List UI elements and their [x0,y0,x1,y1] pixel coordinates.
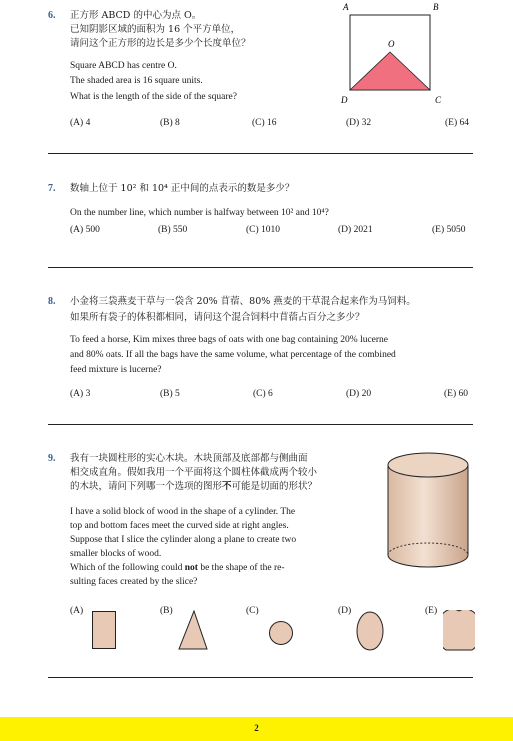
shape-options [70,606,480,656]
zh-line: 正方形 ABCD 的中心为点 O。 [70,10,202,21]
en-line: The shaded area is 16 square units. [70,76,203,86]
square-diagram [335,0,455,110]
en-line: and 80% oats. If all the bags have the same volume, what percentage of the combined [70,350,396,360]
option-d-ellipse-shape[interactable] [355,610,385,652]
option-a[interactable]: (A) 3 [70,389,91,399]
option-b-triangle-shape[interactable] [178,610,208,650]
option-b[interactable]: (B) 5 [160,389,180,399]
shaded-triangle [350,52,430,90]
en-line: feed mixture is lucerne? [70,365,162,375]
en-line: Square ABCD has centre O. [70,61,177,71]
divider [48,677,473,678]
option-e[interactable]: (E) 64 [445,118,470,128]
option-b[interactable]: (B) 550 [158,225,188,235]
option-a-rectangle-shape[interactable] [92,611,116,649]
option-d[interactable]: (D) 2021 [338,225,373,235]
zh-line: 请问这个正方形的边长是多少个长度单位？ [70,38,251,49]
option-c-circle-shape[interactable] [268,620,294,646]
zh-emphasis: 不 [222,481,232,492]
cylinder-body [388,465,468,567]
divider [48,153,473,154]
option-d-label[interactable]: (D) [338,606,352,616]
option-c[interactable]: (C) 6 [253,389,273,399]
zh-line: 小金将三袋燕麦干草与一袋含 20% 苜蓿、80% 燕麦的干草混合起来作为马饲料。 [70,296,416,307]
zh-text: 可能是切面的形状？ [231,481,318,492]
option-d[interactable]: (D) 32 [346,118,372,128]
option-c[interactable]: (C) 16 [252,118,277,128]
option-c[interactable]: (C) 1010 [246,225,281,235]
en-emphasis: not [184,563,198,573]
zh-line: 相交成直角。假如我用一个平面将这个圆柱体截成两个较小 [70,467,318,478]
vertex-label-o: O [388,39,395,49]
page-footer [0,717,513,741]
cylinder-top [388,453,468,477]
en-line: Suppose that I slice the cylinder along a plane to create two [70,535,297,545]
zh-line: 如果所有袋子的体积都相同，请问这个混合饲料中苜蓿占百分之多少？ [70,312,365,323]
option-a[interactable]: (A) 4 [70,118,91,128]
vertex-label-c: C [435,95,442,105]
option-e[interactable]: (E) 5050 [432,225,466,235]
en-line: smaller blocks of wood. [70,549,162,559]
zh-line: 数轴上位于 10² 和 10⁴ 正中间的点表示的数是多少？ [70,183,295,194]
option-a[interactable]: (A) 500 [70,225,100,235]
zh-line: 我有一块圆柱形的实心木块。木块顶部及底部都与侧曲面 [70,453,308,464]
option-b-label[interactable]: (B) [160,606,173,616]
option-b[interactable]: (B) 8 [160,118,180,128]
en-line: sulting faces created by the slice? [70,577,198,587]
zh-line: 已知阴影区域的面积为 16 个平方单位， [70,24,241,35]
question-number: 7. [48,183,56,194]
question-number: 8. [48,296,56,307]
en-line [70,562,285,575]
vertex-label-d: D [341,95,348,105]
en-line: I have a solid block of wood in the shape of a cylinder. The [70,507,296,517]
en-line: What is the length of the side of the square? [70,92,237,102]
zh-line [70,480,317,493]
divider [48,424,473,425]
question-number: 6. [48,10,56,21]
option-e-label[interactable]: (E) [425,606,438,616]
option-a-label[interactable]: (A) [70,606,84,616]
cylinder-diagram [380,445,480,585]
page-number: 2 [254,723,259,733]
en-text: Which of the following could [70,563,185,573]
en-line: top and bottom faces meet the curved side at right angles. [70,521,289,531]
vertex-label-a: A [343,2,349,12]
option-c-label[interactable]: (C) [246,606,259,616]
option-e-truncated-ellipse-shape[interactable] [443,610,475,652]
en-line: On the number line, which number is halfway between 10² and 10⁴? [70,208,329,218]
option-d[interactable]: (D) 20 [346,389,372,399]
en-line: To feed a horse, Kim mixes three bags of oats with one bag containing 20% lucerne [70,335,389,345]
en-text: be the shape of the re- [197,563,285,573]
option-e[interactable]: (E) 60 [444,389,469,399]
question-number: 9. [48,453,56,464]
divider [48,267,473,268]
vertex-label-b: B [433,2,439,12]
zh-text: 的木块，请问下列哪一个选项的图形 [70,481,223,492]
